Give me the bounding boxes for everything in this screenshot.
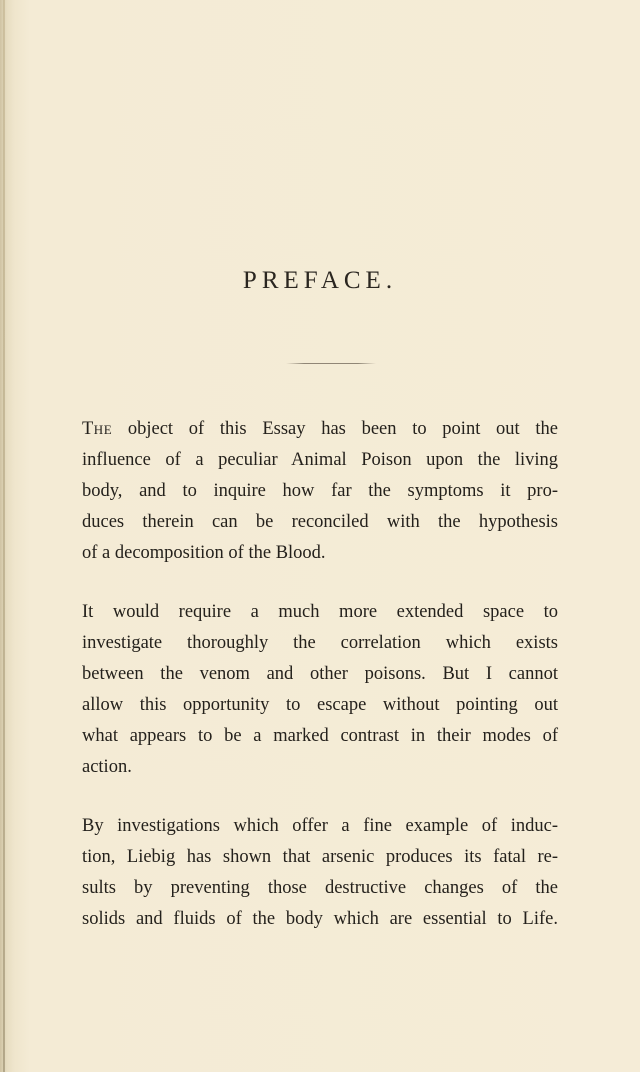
paragraph-1-line-1-text: object of this Essay has been to point out the bbox=[112, 419, 558, 439]
paragraph-1-line-1 bbox=[82, 414, 558, 445]
page-gutter-shadow bbox=[3, 0, 5, 1072]
paragraph-2-line-1: It would require a much more extended space to bbox=[82, 602, 558, 622]
paragraph-1-line-5: of a decomposition of the Blood. bbox=[82, 543, 326, 563]
paragraph-3-line-3: sults by preventing those destructive changes of the bbox=[82, 878, 558, 898]
paragraph-2-line-3: between the venom and other poisons. But I cannot bbox=[82, 664, 558, 684]
paragraph-gap bbox=[82, 569, 558, 597]
title-divider bbox=[286, 363, 376, 364]
paragraph-3-line-1: By investigations which offer a fine example of induc- bbox=[82, 816, 558, 836]
paragraph-1-lead: The bbox=[82, 419, 113, 439]
paragraph-2-line-6: action. bbox=[82, 757, 132, 777]
preface-body bbox=[82, 414, 558, 935]
paragraph-3-line-4: solids and fluids of the body which are essential to Life. bbox=[82, 909, 558, 929]
paragraph-2-line-2: investigate thoroughly the correlation which exists bbox=[82, 633, 558, 653]
paragraph-2-line-4: allow this opportunity to escape without pointing out bbox=[82, 695, 558, 715]
paragraph-1-line-4: duces therein can be reconciled with the hypothesis bbox=[82, 512, 558, 532]
page-title: PREFACE. bbox=[242, 267, 398, 294]
paragraph-gap bbox=[82, 783, 558, 811]
paragraph-2-line-5: what appears to be a marked contrast in their modes of bbox=[82, 726, 558, 746]
paragraph-1-line-3: body, and to inquire how far the symptoms it pro- bbox=[82, 481, 558, 501]
paragraph-1-line-2: influence of a peculiar Animal Poison upon the living bbox=[82, 450, 558, 470]
paragraph-3-line-2: tion, Liebig has shown that arsenic produces its fatal re- bbox=[82, 847, 558, 867]
